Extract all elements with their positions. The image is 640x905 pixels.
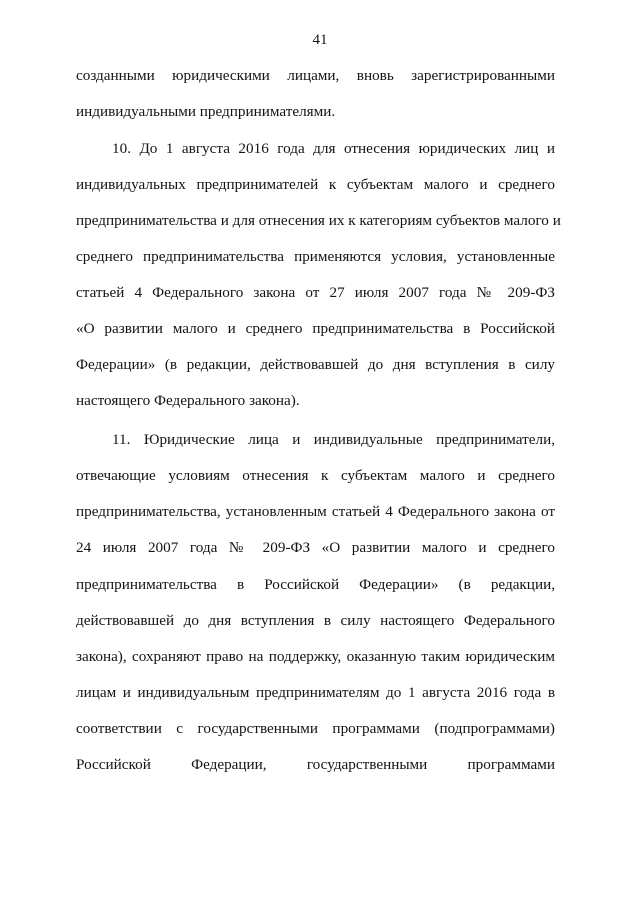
text-line: среднего предпринимательства применяются условия, установленные (76, 248, 555, 265)
text-line: настоящего Федерального закона). (76, 392, 300, 409)
text-line: Российской Федерации, государственными программами (76, 756, 555, 773)
text-line: предпринимательства в Российской Федерации» (в редакции, (76, 576, 555, 593)
text-line: созданными юридическими лицами, вновь зарегистрированными (76, 67, 555, 84)
text-line: предпринимательства, установленным статьей 4 Федерального закона от (76, 503, 555, 520)
text-line: индивидуальными предпринимателями. (76, 103, 336, 120)
text-line: индивидуальных предпринимателей к субъектам малого и среднего (76, 176, 555, 193)
paragraph-start-11: 11. Юридические лица и индивидуальные предприниматели, (112, 431, 555, 448)
text-line: лицам и индивидуальным предпринимателям до 1 августа 2016 года в (76, 684, 555, 701)
page-number: 41 (312, 32, 328, 48)
text-line: 24 июля 2007 года № 209-ФЗ «О развитии малого и среднего (76, 539, 555, 556)
text-line: действовавшей до дня вступления в силу настоящего Федерального (76, 612, 555, 629)
text-line: «О развитии малого и среднего предпринимательства в Российской (76, 320, 555, 337)
text-line: соответствии с государственными программами (подпрограммами) (76, 720, 555, 737)
paragraph-start-10: 10. До 1 августа 2016 года для отнесения юридических лиц и (112, 140, 555, 157)
text-line: Федерации» (в редакции, действовавшей до дня вступления в силу (76, 356, 555, 373)
text-line: статьей 4 Федерального закона от 27 июля 2007 года № 209-ФЗ (76, 284, 555, 301)
text-line: закона), сохраняют право на поддержку, оказанную таким юридическим (76, 648, 555, 665)
text-line: отвечающие условиям отнесения к субъектам малого и среднего (76, 467, 555, 484)
text-line: предпринимательства и для отнесения их к категориям субъектов малого и (76, 212, 561, 229)
